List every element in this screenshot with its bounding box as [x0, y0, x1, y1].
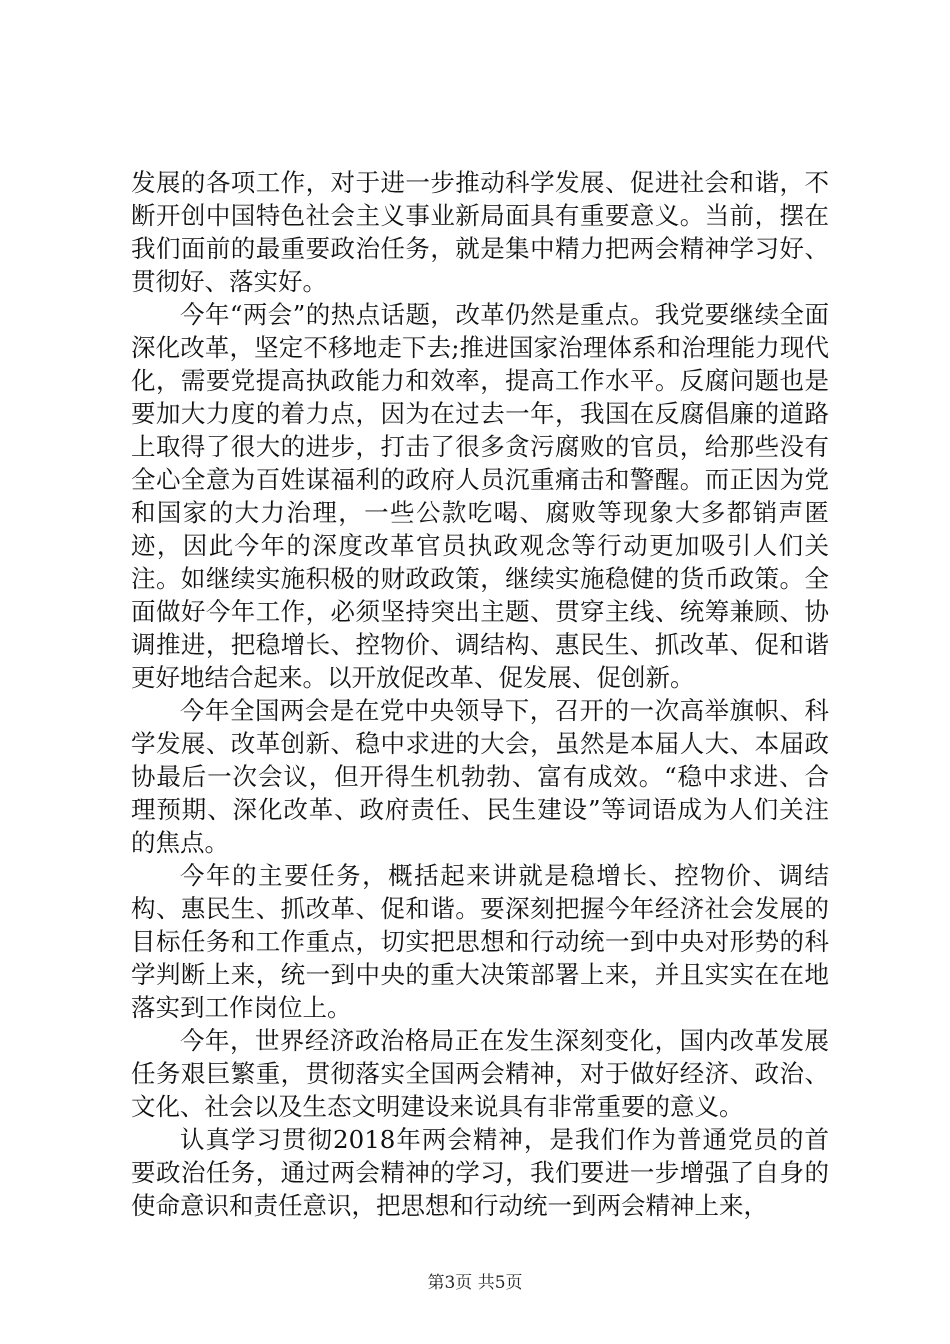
- paragraph-3: 今年全国两会是在党中央领导下，召开的一次高举旗帜、科学发展、改革创新、稳中求进的大会，虽然是本届人大、本届政协最后一次会议，但开得生机勃勃、富有成效。“稳中求进、合理预期、深化改革、政府责任、民生建设”等词语成为人们关注的焦点。: [131, 696, 829, 857]
- paragraph-1: 发展的各项工作，对于进一步推动科学发展、促进社会和谐，不断开创中国特色社会主义事业新局面具有重要意义。当前，摆在我们面前的最重要政治任务，就是集中精力把两会精神学习好、贯彻好、落实好。: [131, 168, 829, 296]
- paragraph-6: 认真学习贯彻2018年两会精神，是我们作为普通党员的首要政治任务，通过两会精神的学习，我们要进一步增强了自身的使命意识和责任意识，把思想和行动统一到两会精神上来，: [131, 1125, 829, 1220]
- body-text: [131, 166, 829, 1222]
- paragraph-5: 今年，世界经济政治格局正在发生深刻变化，国内改革发展任务艰巨繁重，贯彻落实全国两会精神，对于做好经济、政治、文化、社会以及生态文明建设来说具有非常重要的意义。: [131, 1026, 829, 1121]
- paragraph-4: 今年的主要任务，概括起来讲就是稳增长、控物价、调结构、惠民生、抓改革、促和谐。要深刻把握今年经济社会发展的目标任务和工作重点，切实把思想和行动统一到中央对形势的科学判断上来，统一到中央的重大决策部署上来，并且实实在在地落实到工作岗位上。: [131, 861, 829, 1022]
- paragraph-2: 今年“两会”的热点话题，改革仍然是重点。我党要继续全面深化改革，坚定不移地走下去;推进国家治理体系和治理能力现代化，需要党提高执政能力和效率，提高工作水平。反腐问题也是要加大力度的着力点，因为在过去一年，我国在反腐倡廉的道路上取得了很大的进步，打击了很多贪污腐败的官员，给那些没有全心全意为百姓谋福利的政府人员沉重痛击和警醒。而正因为党和国家的大力治理，一些公款吃喝、腐败等现象大多都销声匿迹，因此今年的深度改革官员执政观念等行动更加吸引人们关注。如继续实施积极的财政政策，继续实施稳健的货币政策。全面做好今年工作，必须坚持突出主题、贯穿主线、统筹兼顾、协调推进，把稳增长、控物价、调结构、惠民生、抓改革、促和谐更好地结合起来。以开放促改革、促发展、促创新。: [131, 300, 829, 692]
- page-footer: 第3页 共5页: [427, 1273, 523, 1293]
